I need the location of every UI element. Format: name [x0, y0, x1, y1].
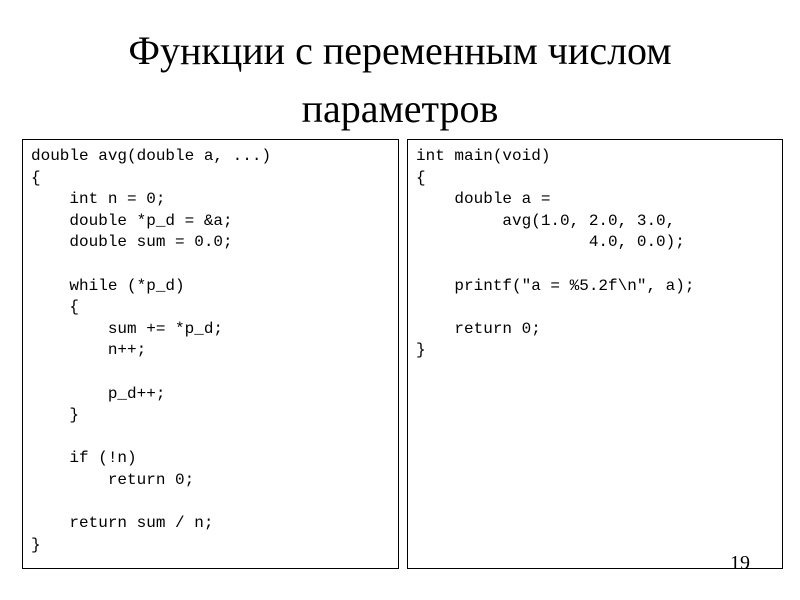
code-line: int n = 0;	[31, 190, 166, 209]
avg-function-code	[23, 140, 398, 556]
avg-function-code-box	[22, 139, 399, 569]
code-line: }	[31, 406, 80, 425]
code-line	[31, 427, 398, 449]
code-line: double avg(double a, ...)	[31, 147, 272, 165]
code-line	[31, 362, 398, 384]
code-line: sum += *p_d;	[31, 319, 224, 338]
code-line: return 0;	[31, 470, 195, 489]
code-line: return sum / n;	[31, 514, 214, 533]
code-line: p_d++;	[31, 384, 166, 403]
code-line: }	[31, 535, 41, 554]
code-line	[31, 492, 398, 514]
slide-title-line-2: параметров	[301, 86, 499, 131]
code-line: if (!n)	[31, 449, 137, 468]
code-line: double *p_d = &a;	[31, 211, 233, 230]
page-number: 19	[730, 552, 750, 574]
code-line: n++;	[31, 341, 147, 360]
code-line: avg(1.0, 2.0, 3.0,	[416, 211, 676, 230]
slide-title	[0, 22, 800, 138]
code-line: {	[31, 168, 41, 187]
main-function-code	[408, 140, 782, 362]
code-line: int main(void)	[416, 147, 551, 165]
code-line: 4.0, 0.0);	[416, 233, 685, 252]
slide-title-line-1: Функции с переменным числом	[128, 28, 672, 73]
code-line: while (*p_d)	[31, 276, 185, 295]
code-line	[416, 254, 782, 276]
code-line: return 0;	[416, 319, 541, 338]
code-line: double a =	[416, 190, 551, 209]
code-line: }	[416, 341, 426, 360]
code-line: printf("a = %5.2f\n", a);	[416, 276, 695, 295]
code-line: {	[416, 168, 426, 187]
main-function-code-box	[407, 139, 783, 569]
code-line	[31, 254, 398, 276]
code-line: double sum = 0.0;	[31, 233, 233, 252]
code-line	[416, 297, 782, 319]
code-line: {	[31, 298, 80, 317]
